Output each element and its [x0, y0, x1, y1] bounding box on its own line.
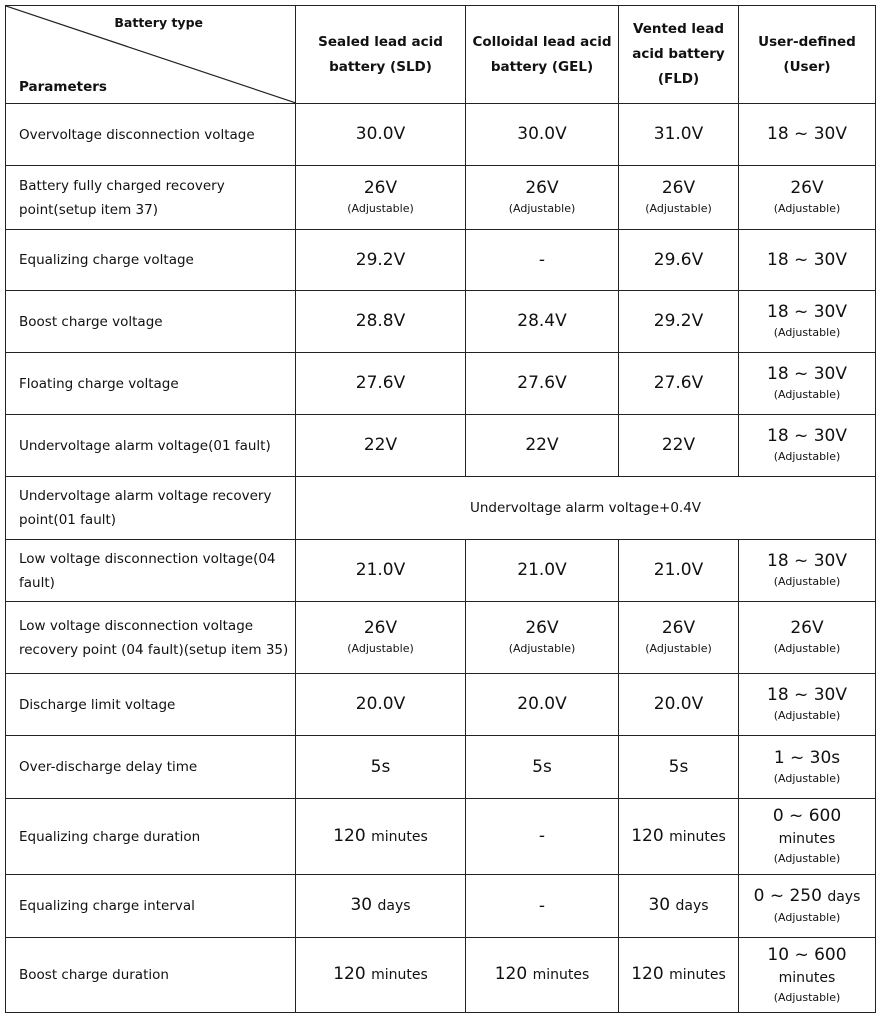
value-cell-gel	[466, 230, 619, 291]
value-line	[296, 894, 465, 918]
value-line	[296, 249, 465, 272]
value-cell-fld	[619, 938, 739, 1013]
unit-text: minutes	[371, 828, 428, 845]
value-line	[619, 434, 738, 457]
value-line	[619, 249, 738, 272]
value-text: 5s	[532, 756, 552, 777]
value-text: 30.0V	[355, 124, 406, 144]
value-text: 18 ~ 30V	[767, 302, 847, 322]
value-cell-sld	[296, 353, 466, 415]
value-line	[296, 559, 465, 582]
value-text: 120	[631, 964, 664, 984]
header-row	[6, 6, 876, 104]
value-line	[296, 693, 465, 716]
value-cell-sld	[296, 540, 466, 602]
value-text: 21.0V	[653, 560, 704, 580]
value-line	[739, 177, 875, 200]
value-line	[296, 434, 465, 457]
adjustable-note: (Adjustable)	[773, 450, 841, 463]
value-text: 29.6V	[653, 249, 704, 270]
value-text: 120	[333, 825, 366, 846]
value-cell-user	[739, 540, 876, 602]
value-cell-user	[739, 875, 876, 938]
value-text: 26V	[363, 618, 398, 638]
column-header-sld: Sealed lead acid battery (SLD)	[296, 6, 466, 104]
value-cell-sld	[296, 674, 466, 736]
value-line	[466, 963, 618, 987]
value-line	[619, 756, 738, 779]
value-cell-fld	[619, 602, 739, 674]
value-cell-sld	[296, 875, 466, 938]
adjustable-note: (Adjustable)	[508, 202, 576, 215]
adjustable-note: (Adjustable)	[773, 202, 841, 215]
table-row	[6, 799, 876, 875]
value-text: 1 ~ 30s	[773, 747, 841, 768]
value-cell-fld	[619, 230, 739, 291]
parameter-name: Discharge limit voltage	[6, 674, 296, 736]
adjustable-note: (Adjustable)	[508, 642, 576, 655]
parameter-name: Undervoltage alarm voltage recovery point(01 fault)	[6, 477, 296, 540]
value-line	[619, 177, 738, 200]
value-text: 18 ~ 30V	[767, 685, 847, 705]
value-text: 21.0V	[517, 560, 567, 580]
column-header-fld: Vented lead acid battery (FLD)	[619, 6, 739, 104]
table-row	[6, 602, 876, 674]
value-text: -	[538, 249, 546, 270]
value-line	[619, 372, 738, 395]
adjustable-note: (Adjustable)	[773, 388, 841, 401]
adjustable-note: (Adjustable)	[773, 911, 841, 924]
value-line	[739, 885, 875, 909]
value-line	[619, 617, 738, 640]
value-text: 26V	[790, 618, 824, 638]
parameter-name: Low voltage disconnection voltage recovery point (04 fault)(setup item 35)	[6, 602, 296, 674]
table-row	[6, 736, 876, 799]
value-cell-fld	[619, 875, 739, 938]
value-text: 28.4V	[517, 311, 567, 331]
value-line	[296, 825, 465, 849]
value-cell-gel	[466, 415, 619, 477]
table-row	[6, 415, 876, 477]
value-text: 26V	[363, 178, 398, 198]
value-line	[739, 944, 875, 967]
column-header-user: User-defined (User)	[739, 6, 876, 104]
value-cell-fld	[619, 415, 739, 477]
table-row	[6, 875, 876, 938]
value-text: 30	[350, 895, 373, 915]
value-cell-gel	[466, 166, 619, 230]
value-line	[296, 963, 465, 987]
value-cell-sld	[296, 938, 466, 1013]
value-text: 18 ~ 30V	[767, 249, 847, 270]
value-text: 26V	[661, 178, 696, 198]
value-cell-fld	[619, 353, 739, 415]
table-row	[6, 353, 876, 415]
value-text: 26V	[525, 178, 559, 198]
value-line	[739, 747, 875, 770]
value-cell-gel	[466, 104, 619, 166]
adjustable-note: (Adjustable)	[645, 202, 712, 215]
value-cell-user	[739, 938, 876, 1013]
value-line	[466, 434, 618, 457]
battery-parameter-table	[5, 5, 876, 1013]
value-text: 5s	[370, 756, 391, 777]
table-body	[6, 104, 876, 1013]
parameter-name: Equalizing charge interval	[6, 875, 296, 938]
value-cell-sld	[296, 104, 466, 166]
value-line	[296, 756, 465, 779]
adjustable-note: (Adjustable)	[773, 771, 841, 785]
value-text: -	[538, 826, 546, 846]
value-line	[466, 617, 618, 640]
corner-header-cell	[6, 6, 296, 104]
value-text: 22V	[661, 435, 696, 455]
value-text: 18 ~ 30V	[767, 364, 847, 384]
value-cell-user	[739, 166, 876, 230]
value-line	[619, 894, 738, 918]
value-line	[466, 693, 618, 716]
value-cell-gel	[466, 540, 619, 602]
parameter-name: Equalizing charge duration	[6, 799, 296, 875]
adjustable-note: (Adjustable)	[773, 852, 841, 865]
parameter-name: Boost charge voltage	[6, 291, 296, 353]
value-text: 27.6V	[653, 373, 704, 393]
adjustable-note: (Adjustable)	[347, 642, 414, 655]
value-cell-user	[739, 736, 876, 799]
value-cell-gel	[466, 938, 619, 1013]
battery-type-label: Battery type	[114, 15, 203, 30]
adjustable-note: (Adjustable)	[645, 642, 712, 655]
unit-text: minutes	[778, 969, 836, 986]
unit-text: days	[377, 898, 411, 914]
value-cell-user	[739, 230, 876, 291]
value-text: 21.0V	[355, 560, 406, 580]
value-cell-gel	[466, 602, 619, 674]
adjustable-note: (Adjustable)	[773, 709, 841, 722]
value-text: 20.0V	[355, 694, 406, 714]
value-cell-sld	[296, 799, 466, 875]
value-text: 30	[648, 895, 671, 915]
value-line	[296, 177, 465, 200]
value-cell-sld	[296, 415, 466, 477]
value-text: 10 ~ 600	[767, 944, 847, 965]
value-text: 26V	[661, 618, 696, 638]
value-text: 26V	[525, 618, 559, 638]
parameter-name: Overvoltage disconnection voltage	[6, 104, 296, 166]
adjustable-note: (Adjustable)	[773, 575, 841, 588]
value-line	[619, 963, 738, 987]
value-text: 31.0V	[653, 124, 704, 144]
parameter-name: Undervoltage alarm voltage(01 fault)	[6, 415, 296, 477]
table-row	[6, 540, 876, 602]
value-cell-gel	[466, 799, 619, 875]
parameter-name: Floating charge voltage	[6, 353, 296, 415]
parameters-label: Parameters	[19, 79, 107, 95]
value-text: 0 ~ 250	[753, 886, 822, 906]
value-line	[739, 617, 875, 640]
unit-text: minutes	[532, 967, 590, 983]
value-text: 120	[494, 964, 528, 984]
value-line	[739, 123, 875, 146]
parameter-name: Boost charge duration	[6, 938, 296, 1013]
value-line	[296, 372, 465, 395]
value-text: 0 ~ 600	[772, 806, 842, 826]
table-row	[6, 674, 876, 736]
table-row	[6, 938, 876, 1013]
value-text: 22V	[525, 435, 559, 455]
value-cell-user	[739, 353, 876, 415]
value-cell-fld	[619, 104, 739, 166]
value-cell-fld	[619, 674, 739, 736]
value-line	[466, 825, 618, 848]
value-text: 20.0V	[517, 694, 567, 714]
value-cell-gel	[466, 875, 619, 938]
value-cell-user	[739, 602, 876, 674]
value-line	[619, 693, 738, 716]
value-text: 27.6V	[517, 373, 567, 393]
value-text: 18 ~ 30V	[767, 124, 847, 144]
table-row	[6, 291, 876, 353]
value-cell-fld	[619, 799, 739, 875]
table-row	[6, 166, 876, 230]
value-cell-sld	[296, 736, 466, 799]
value-line	[296, 123, 465, 146]
value-line	[739, 684, 875, 707]
value-text: 27.6V	[355, 373, 406, 393]
parameter-name: Equalizing charge voltage	[6, 230, 296, 291]
value-cell-gel	[466, 291, 619, 353]
value-line	[739, 425, 875, 448]
unit-text: minutes	[778, 831, 836, 847]
parameter-name: Over-discharge delay time	[6, 736, 296, 799]
value-line	[739, 363, 875, 386]
value-text: 29.2V	[355, 249, 406, 270]
adjustable-note: (Adjustable)	[773, 990, 841, 1004]
value-line	[619, 559, 738, 582]
value-line	[619, 825, 738, 849]
value-text: -	[538, 895, 546, 916]
table-row	[6, 477, 876, 540]
value-cell-user	[739, 799, 876, 875]
adjustable-note: (Adjustable)	[773, 326, 841, 339]
value-text: 28.8V	[355, 311, 406, 331]
value-cell-user	[739, 415, 876, 477]
value-text: 18 ~ 30V	[767, 426, 847, 446]
value-line	[296, 617, 465, 640]
value-text: 120	[333, 964, 366, 984]
value-cell-sld	[296, 291, 466, 353]
value-line	[739, 805, 875, 828]
value-line	[466, 177, 618, 200]
unit-text: minutes	[669, 967, 726, 983]
value-cell-sld	[296, 602, 466, 674]
value-text: 20.0V	[653, 694, 704, 714]
value-cell-sld	[296, 166, 466, 230]
value-cell-gel	[466, 674, 619, 736]
value-text: 120	[631, 825, 664, 846]
value-line	[466, 895, 618, 918]
adjustable-note: (Adjustable)	[347, 202, 414, 215]
value-line	[466, 559, 618, 582]
unit-text: days	[675, 898, 709, 914]
table-row	[6, 104, 876, 166]
value-line	[619, 310, 738, 333]
value-text: 18 ~ 30V	[767, 551, 847, 571]
parameter-name: Battery fully charged recovery point(setup item 37)	[6, 166, 296, 230]
value-text: 29.2V	[653, 311, 704, 331]
unit-text: minutes	[371, 967, 428, 983]
value-cell-fld	[619, 291, 739, 353]
value-cell-user	[739, 674, 876, 736]
value-text: 22V	[363, 435, 398, 455]
table-row	[6, 230, 876, 291]
value-line	[739, 301, 875, 324]
merged-value-cell: Undervoltage alarm voltage+0.4V	[296, 477, 876, 540]
value-line	[739, 550, 875, 573]
value-line	[739, 249, 875, 272]
value-cell-user	[739, 104, 876, 166]
value-text: 26V	[790, 178, 824, 198]
unit-text: minutes	[669, 828, 726, 845]
unit-text: days	[827, 889, 861, 905]
value-cell-fld	[619, 166, 739, 230]
value-cell-fld	[619, 736, 739, 799]
value-cell-sld	[296, 230, 466, 291]
value-text: 30.0V	[517, 124, 567, 144]
value-line	[466, 249, 618, 272]
parameter-name: Low voltage disconnection voltage(04 fault)	[6, 540, 296, 602]
value-line	[466, 123, 618, 146]
value-cell-gel	[466, 353, 619, 415]
value-cell-user	[739, 291, 876, 353]
value-line	[466, 372, 618, 395]
value-line	[466, 310, 618, 333]
value-cell-gel	[466, 736, 619, 799]
value-text: 5s	[668, 756, 689, 777]
value-cell-fld	[619, 540, 739, 602]
value-line	[466, 756, 618, 779]
column-header-gel: Colloidal lead acid battery (GEL)	[466, 6, 619, 104]
value-line	[619, 123, 738, 146]
adjustable-note: (Adjustable)	[773, 642, 841, 655]
value-line	[296, 310, 465, 333]
